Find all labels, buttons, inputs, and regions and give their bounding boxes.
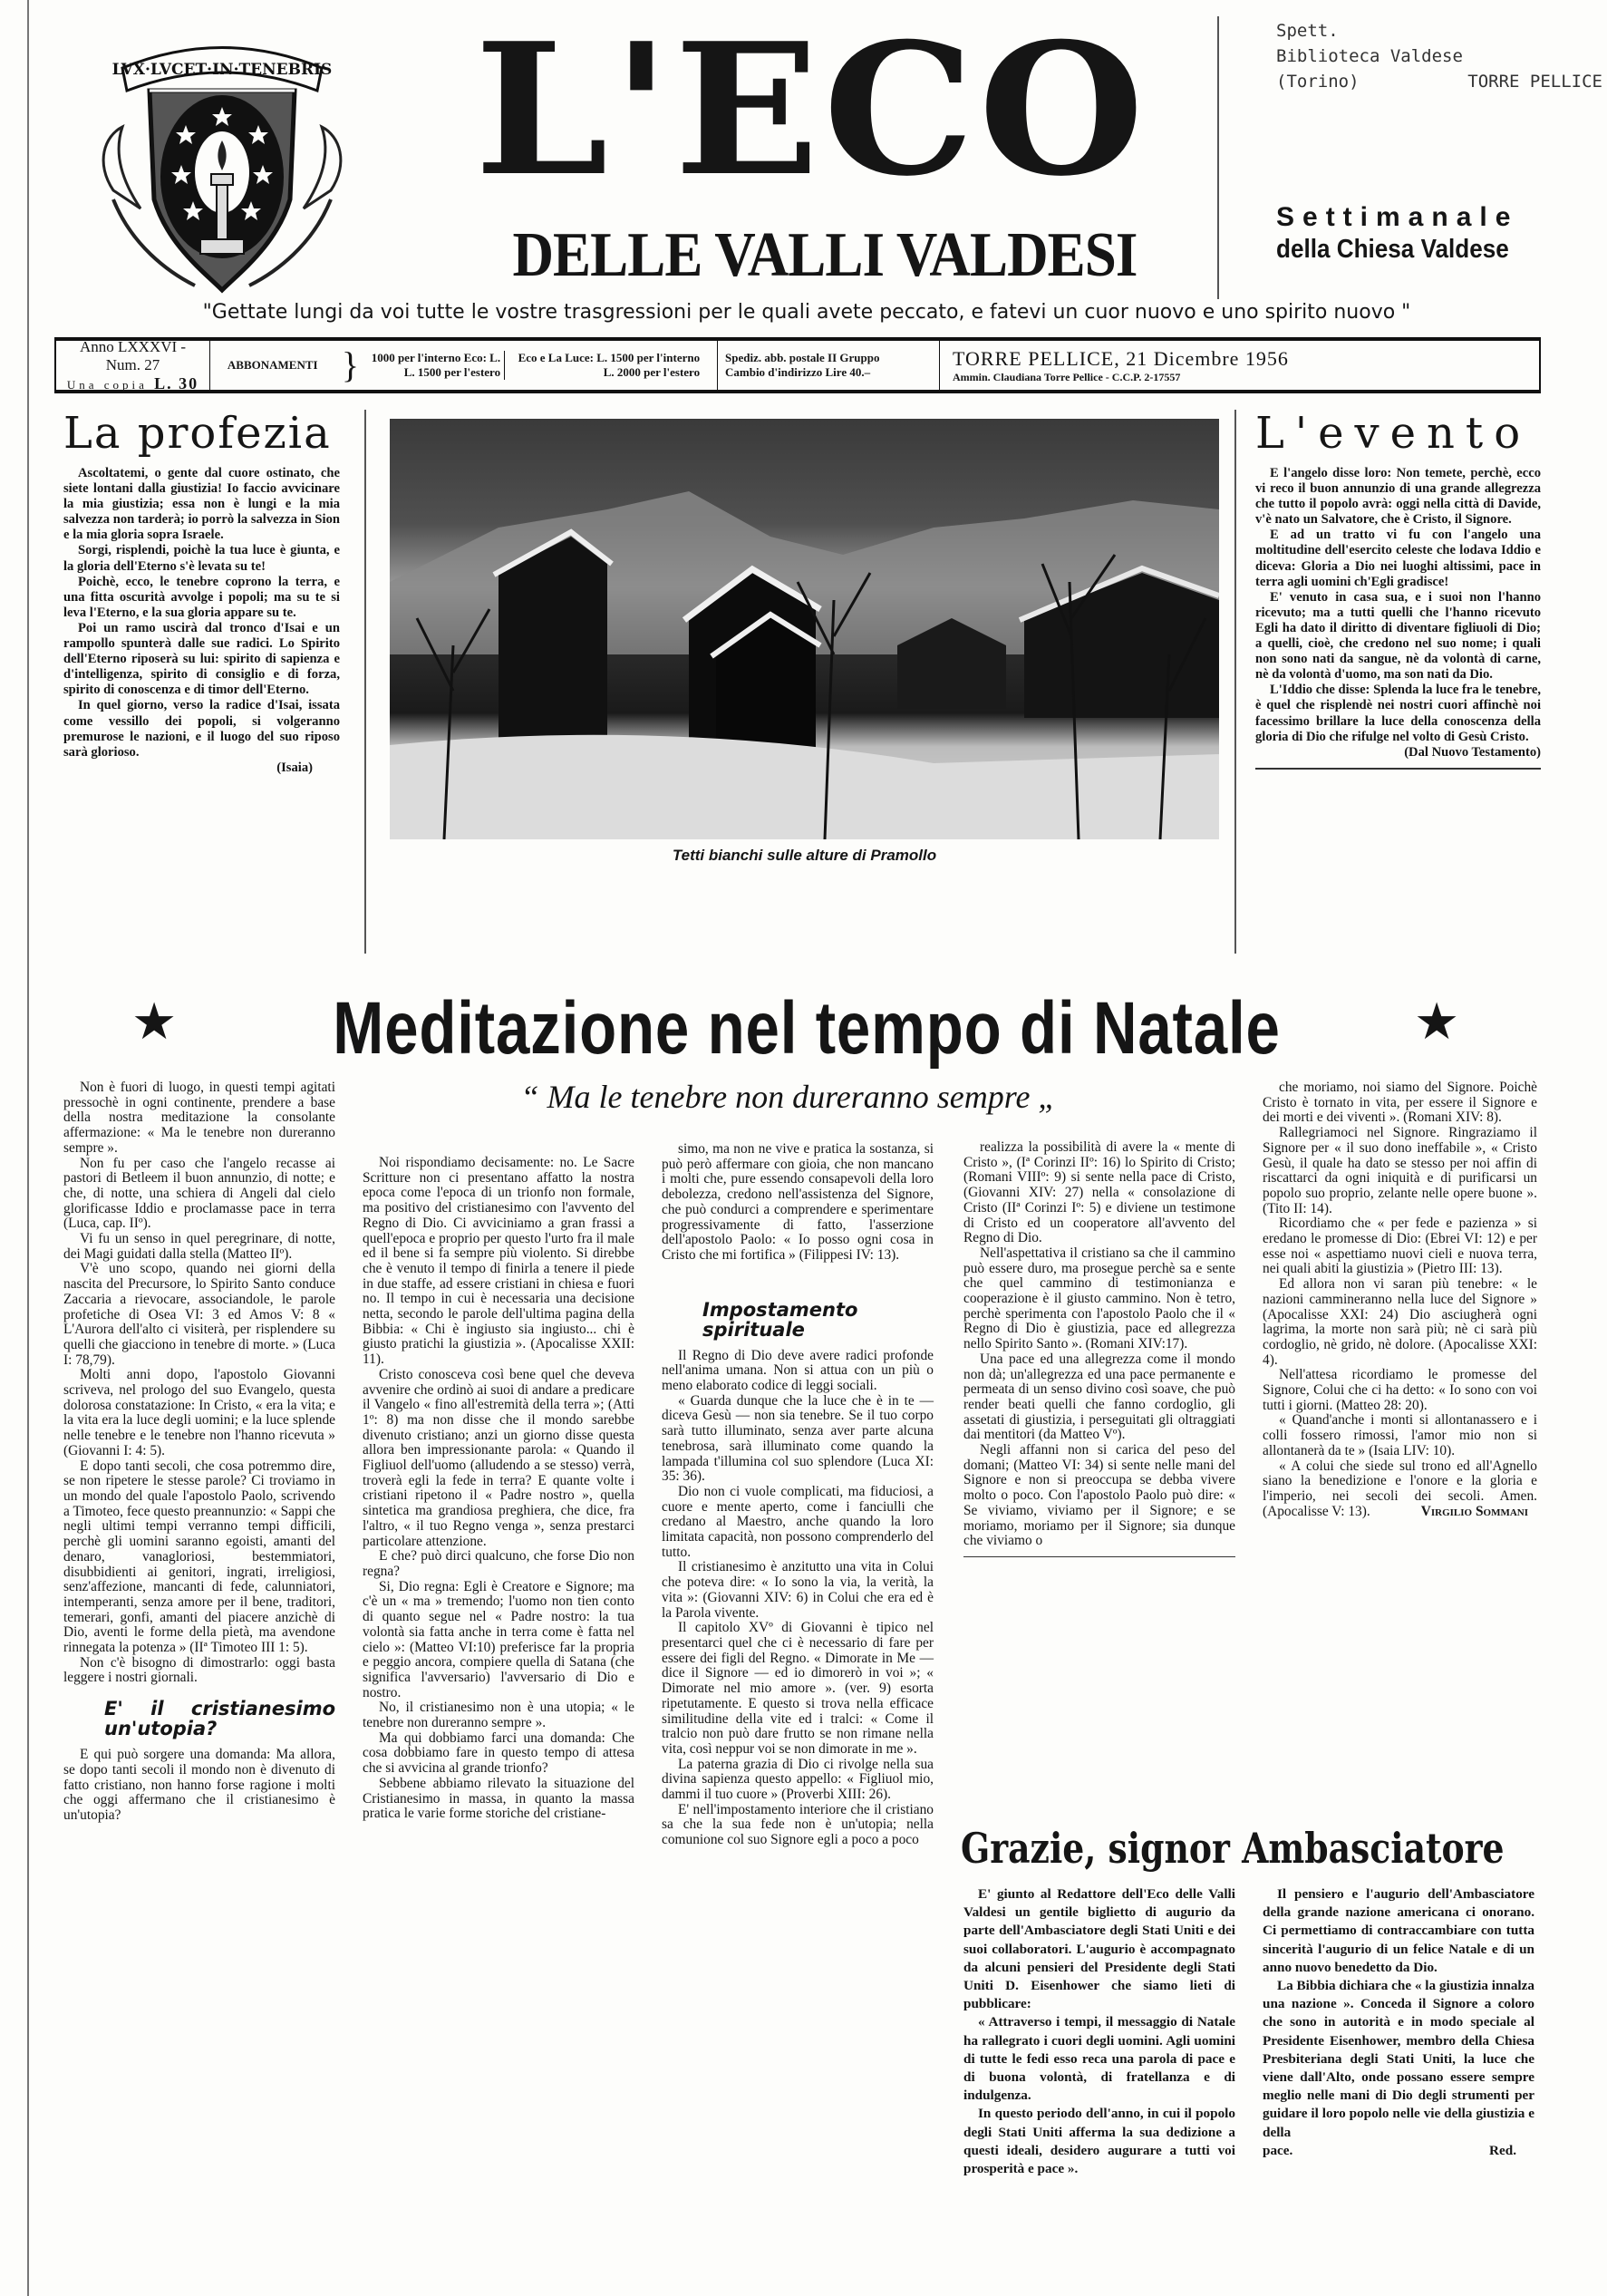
address-line-1: Spett. — [1276, 21, 1339, 41]
meditazione-column-4 — [963, 1140, 1235, 1557]
profezia-attribution: (Isaia) — [276, 760, 313, 775]
article-paragraph: che moriamo, noi siamo del Signore. Poichè Cristo è tornato in vita, per essere il Signore e dei morti e dei viventi ». (Romani XIV: 8). — [1263, 1080, 1537, 1126]
brace-icon: } — [341, 344, 360, 385]
section-rule — [1255, 768, 1541, 770]
issue-number: Anno LXXXVI - Num. 27 — [79, 337, 187, 373]
article-paragraph: Noi rispondiamo decisamente: no. Le Sacre Scritture non ci presentano affatto la nostra epoca come l'epoca di un trionfo non formale, ma positivo del cristianesimo con l'avvento del Regno di Dio. Ci avviciniamo a gran frassi a quell'epoca e proprio per questo l'urto fra il male ed il bene si fa sempre più violento. Si direbbe che è venuto il tempo di finirla a tenere il piede in due staffe, ad essere cristiani in chiesa e fuori no. Il tempo in cui è necessaria una decisione netta, secondo le parole dell'ultima pagina della Bibbia: « Chi è ingiusto sia ingiusto... chi è giusto pratichi la giustizia ». (Apocalisse XXII: 11). — [363, 1155, 634, 1368]
newspaper-title: L'ECO — [474, 4, 1148, 217]
meditazione-column-3 — [662, 1142, 934, 1848]
copy-price — [63, 374, 202, 393]
evento-paragraph: E' venuto in casa sua, e i suoi non l'hanno ricevuto; ma a tutti quelli che l'hanno ricevuto Egli ha dato il diritto di diventare figliuoli di Dio; a quelli, cioè, che credono nel suo nome; i quali non sono nati da sangue, nè da volontà di carne, nè da volontà d'uomo, ma son nati da Dio. — [1255, 589, 1541, 683]
article-paragraph: E dopo tanti secoli, che cosa potremmo dire, se non ripetere le stesse parole? Ci troviamo in un mondo del quale l'apostolo Paolo, scrivendo a Timoteo, fece questo preannunzio: « Sappi che negli ultimi tempi verranno tempi difficili, perchè gli uomini saranno egoisti, amanti del denaro, vanagloriosi, bestemmiatori, disubbidienti ai genitori, ingrati, irreligiosi, senz'affezione, mancanti di fede, calunniatori, intemperanti, senza amore per il bene, traditori, temerari, gonfi, amanti del piacere anzichè di Dio, aventi le forme della pietà, ma avendone rinnegata la potenza » (IIª Timoteo III 1: 5). — [63, 1458, 335, 1656]
evento-paragraph: E ad un tratto vi fu con l'angelo una moltitudine dell'esercito celeste che lodava Iddio e diceva: Gloria a Dio nei luoghi altissimi, pace in terra agli uomini ch'Egli gradisce! — [1255, 528, 1541, 589]
article-paragraph: No, il cristianesimo non è una utopia; « le tenebre non dureranno sempre ». — [363, 1700, 634, 1731]
profezia-title: La profezia — [63, 408, 332, 459]
meditazione-column-1 — [63, 1080, 335, 1824]
copy-price-label: Una copia — [66, 377, 148, 392]
administration: Ammin. Claudiana Torre Pellice - C.C.P. 2-17557 — [953, 370, 1181, 383]
column-divider — [364, 410, 366, 954]
article-paragraph: La Bibbia dichiara che « la giustizia innalza una nazione ». Conceda il Signore a coloro che sono in autorità e in modo speciale al Presidente Eisenhower, membro della Chiesa Presbiteriana degli Stati Uniti, la luce che viene dall'Alto, onde possano essere sempre meglio nelle mani di Dio degli strumenti per guidare il loro popolo nelle vie della giustizia e della — [1263, 1978, 1534, 2140]
eco-price-line-1: 1000 per l'interno Eco: L. — [371, 351, 501, 364]
newspaper-subtitle: DELLE VALLI VALDESI — [512, 220, 1137, 290]
meditazione-subtitle: “ Ma le tenebre non dureranno sempre „ — [520, 1079, 1057, 1115]
article-paragraph: Ed allora non vi saran più tenebre: « le nazioni cammineranno nella luce del Signore » (Apocalisse XXI: 24) Dio asciugherà ogni lagrima, la morte non sarà più; nè ci sarà più cordoglio, nè grido, nè dolore. (Apocalisse XXI: 4). — [1263, 1276, 1537, 1368]
profezia-body — [63, 466, 340, 776]
meditazione-headline: Meditazione nel tempo di Natale — [333, 987, 1281, 1070]
eco-prices — [364, 351, 505, 380]
profezia-paragraph: Sorgi, risplendi, poichè la tua luce è giunta, e la gloria dell'Eterno s'è levata su te! — [63, 543, 340, 574]
crest-motto: LVX·LVCET·IN·TENEBRIS — [111, 61, 333, 79]
grazie-column-2 — [1263, 1885, 1534, 2160]
subheading-impostamento: Impostamento spirituale — [702, 1298, 858, 1341]
photo-caption: Tetti bianchi sulle alture di Pramollo — [672, 847, 937, 864]
issue-info — [56, 337, 210, 392]
article-paragraph: La paterna grazia di Dio ci rivolge nella sua divina sapienza questo appello: « Figliuol mio, dammi il tuo cuore » (Proverbi XIII: 26). — [662, 1756, 934, 1803]
postal-info — [718, 341, 940, 390]
evento-attribution: (Dal Nuovo Testamento) — [1404, 744, 1541, 760]
article-paragraph: E' giunto al Redattore dell'Eco delle Valli Valdesi un gentile biglietto di augurio da parte dell'Ambasciatore degli Stati Uniti e dei suoi collaboratori. L'augurio è accompagnato da alcuni pensieri del Presidente degli Stati Uniti D. Eisenhower che siamo lieti di pubblicare: — [963, 1886, 1235, 2012]
article-paragraph: simo, ma non ne vive e pratica la sostanza, si può però affermare con gioia, che non mancano i molti che, pure essendo consapevoli della loro debolezza, credono nell'assistenza del Signore, che può condurci a comprendere e sperimentare progressivamente di fatto, l'asserzione dell'apostolo Paolo: « Io posso ogni cosa in Cristo che mi fortifica » (Filippesi IV: 13). — [662, 1141, 934, 1263]
masthead-motto: "Gettate lungi da voi tutte le vostre trasgressioni per le quali avete peccato, e fatevi un cuor nuovo e uno spirito nuovo " — [202, 301, 1411, 324]
photo-section — [390, 410, 1219, 917]
subscriptions-label: ABBONAMENTI — [227, 358, 318, 372]
subheading-utopia: E' il cristianesimo un'utopia? — [104, 1698, 335, 1740]
evento-paragraph: L'Iddio che disse: Splenda la luce fra le tenebre, è quel che risplendè nei nostri cuori affinchè noi facessimo brillare la luce della conoscenza della gloria di Dio che rifulge nel volto di Gesù Cristo. — [1255, 683, 1541, 744]
article-paragraph: Non è fuori di luogo, in questi tempi agitati pressochè in ogni continente, prendere a base della nostra meditazione la consolante affermazione: « Ma le tenebre non dureranno sempre ». — [63, 1080, 335, 1156]
article-paragraph: In questo periodo dell'anno, in cui il popolo degli Stati Uniti afferma la sua dedizione a questi ideali, desidero augurare a tutti voi prosperità e pace ». — [963, 2106, 1235, 2177]
address-line-3-right: TORRE PELLICE — [1467, 72, 1602, 92]
lamp-crest-icon — [86, 27, 358, 295]
address-line-3-left: (Torino) — [1276, 72, 1360, 92]
editor-signature: Red. — [1489, 2142, 1516, 2158]
eco-luce-price-line-2: L. 2000 per l'estero — [603, 365, 701, 379]
star-icon: ★ — [131, 993, 178, 1051]
article-paragraph: Una pace ed una allegrezza come il mondo non dà; un'allegrezza ed una pace permanente e permeata di un senso divino così soave, che può render beati quelli che fanno cordoglio, gli assetati di giustizia, i perseguitati gli oltraggiati dai mentitori (da Matteo Vº). — [963, 1351, 1235, 1443]
profezia-paragraph: In quel giorno, verso la radice d'Isai, issata come vessillo dei popoli, si volgeranno premurose le nazioni, e il luogo del suo riposo sarà glorioso. — [63, 698, 340, 760]
profezia-paragraph: Ascoltatemi, o gente dal cuore ostinato, che siete lontani dalla giustizia! Io faccio avvicinare la mia giustizia; essa non è lungi e la mia salvezza non tarderà; io porrò la salvezza in Sion e la mia gloria sopra Israele. — [63, 466, 340, 543]
crest-logo — [86, 27, 358, 295]
dateline-box — [940, 341, 1539, 390]
meditazione-column-2 — [363, 1156, 634, 1822]
article-paragraph: Rallegriamoci nel Signore. Ringraziamo il Signore per « il suo dono ineffabile », « Cristo Gesù, il quale ha dato se stesso per noi affin di riscattarci da ogni iniquità e di purificarsi un popolo suo proprio, zelante nelle opere buone ». (Tito II: 14). — [1263, 1125, 1537, 1216]
article-paragraph: Il Regno di Dio deve avere radici profonde nell'anima umana. Non si attua con un più o meno elaborato codice di leggi sociali. — [662, 1347, 934, 1394]
article-paragraph: « Guarda dunque che la luce che è in te — diceva Gesù — non sia tenebre. Se il tuo corpo sarà tutto illuminato, senza aver parte alcuna tenebrosa, sarà illuminato come quando la lampada t'illumina col suo splendore (Luca XI: 35: 36). — [662, 1392, 934, 1485]
article-paragraph: Il pensiero e l'augurio dell'Ambasciatore della grande nazione americana ci onorano. Ci permettiamo di contraccambiare con tutta sincerità l'augurio di un felice Natale e di un anno nuovo benedetto da Dio. — [1263, 1886, 1534, 1975]
grazie-headline: Grazie, signor Ambasciatore — [961, 1824, 1505, 1873]
weekly-line-1: Settimanale — [1276, 202, 1519, 232]
article-paragraph: E che? può dirci qualcuno, che forse Dio non regna? — [363, 1548, 634, 1579]
profezia-paragraph: Poichè, ecco, le tenebre coprono la terra, e una fitta oscurità avvolge i popoli; ma su te si leva l'Eterno, e la sua gloria appare su te. — [63, 574, 340, 620]
article-paragraph: Vi fu un senso in quel peregrinare, di notte, dei Magi guidati dalla stella (Matteo IIº). — [63, 1231, 335, 1262]
article-paragraph: V'è uno scopo, quando nei giorni della nascita del Precursore, lo Spirito Santo conduce Zaccaria a rievocare, associandole, le parole profetiche di Osea VI: 3 ed Amos V: 8 « L'Aurora dell'alto ci visiterà, per risplendere su quelli che giacciono in tenebre di morte. » (Luca I: 78,79). — [63, 1261, 335, 1368]
article-paragraph: realizza la possibilità di avere la « mente di Cristo », (Iª Corinzi IIº: 16) lo Spirito di Cristo; (Romani VIIIº: 9) si sente nella pace di Cristo, (Giovanni XIV: 27) nella « consolazione di Cristo (IIª Corinzi Iº: 5) e diviene un testimone di Cristo ed un cooperatore all'avvento del Regno di Dio. — [963, 1139, 1235, 1246]
grazie-closing — [1263, 2142, 1534, 2160]
profezia-paragraph: Poi un ramo uscirà dal tronco d'Isai e un rampollo spunterà dalle sue radici. Lo Spirito dell'Eterno riposerà su lui: spirito di sapienza e d'intelligenza, spirito di consiglio e di forza, spirito di conoscenza e di timor dell'Eterno. — [63, 620, 340, 698]
evento-title: L'evento — [1255, 408, 1532, 459]
grazie-column-1 — [963, 1885, 1235, 2178]
article-paragraph: E' nell'impostamento interiore che il cristiano sa che la sua fede non è un'utopia; nella comunione col suo Signore egli a poco a poco — [662, 1801, 934, 1848]
postal-line-1: Spediz. abb. postale II Gruppo — [725, 351, 880, 364]
article-paragraph: Ricordiamo che « per fede e pazienza » si eredano le promesse di Dio: (Ebrei VI: 12) e per esse noi « aspettiamo nuovi cieli e nuova terra, nei quali abiti la giustizia » (Pietro III: 13). — [1263, 1216, 1537, 1277]
article-paragraph: Si, Dio regna: Egli è Creatore e Signore; ma c'è un « ma » tremendo; l'uomo non tien conto di quanto segue nel « Padre nostro: la tua volontà sia fatta anche in terra come è fatta nel cielo »: (Matteo VI:10) preferisce far la propria e peggio ancora, compiere quella di Satana (che significa l'avversario) l'avversario di Dio e nostro. — [363, 1578, 634, 1700]
meditazione-column-5 — [1263, 1080, 1537, 1520]
eco-luce-prices — [505, 351, 700, 380]
article-paragraph: E qui può sorgere una domanda: Ma allora, se dopo tanti secoli il mondo non è divenuto di fatto cristiano, non hanno forse ragione i molti che oggi affermano che il cristianesimo è un'utopia? — [63, 1747, 335, 1823]
evento-body — [1255, 466, 1541, 760]
weekly-label — [1276, 201, 1602, 265]
article-paragraph: Cristo conosceva così bene quel che deveva avvenire che ordinò ai suoi di andare a predicare il Vangelo « fino all'estremità della terra »; (Atti 1º: 8) ma non disse che il mondo sarebbe divenuto cristiano; anzi un giorno disse questa allora ben impressionante parola: « Quando il Figliuol dell'uomo (alludendo a se stesso) verrà, troverà egli la fede in terra? E quante volte i cristiani ripetono il « Padre nostro », quella sintetica ma grandiosa preghiera, che dice, fra l'altro, « il tuo Regno venga », senza prestarci particolare attenzione. — [363, 1366, 634, 1549]
star-icon: ★ — [1414, 993, 1460, 1051]
article-paragraph: Nell'aspettativa il cristiano sa che il cammino può essere duro, ma prosegue perchè sa e sente che quel cammino di testimonianza e cooperazione è il giusto cammino. Non è tetro, perchè sperimenta con l'apostolo Paolo che il « Regno di Dio è giustizia, pace ed allegrezza nello Spirito Santo ». (Romani XIV:17). — [963, 1245, 1235, 1352]
article-paragraph: Nell'attesa ricordiamo le promesse del Signore, Colui che ci ha detto: « Io sono con voi tutti i giorni. (Matteo 28: 20). — [1263, 1367, 1537, 1413]
page-margin-rule — [27, 0, 29, 2296]
column-divider — [1234, 410, 1236, 954]
section-rule — [963, 1556, 1235, 1557]
article-paragraph: Il cristianesimo è anzitutto una vita in Colui che poteva dire: « Io sono la via, la verità, la vita »: (Giovanni XIV: 6) in Colui che era ed è la Parola vivente. — [662, 1559, 934, 1621]
article-paragraph: Molti anni dopo, l'apostolo Giovanni scriveva, nel prologo del suo Evangelo, questa dolorosa constatazione: In Cristo, « era la vita; e la vita era la luce degli uomini; e la luce splende nelle tenebre e le tenebre non l'hanno ricevuta » (Giovanni I: 4: 5). — [63, 1367, 335, 1458]
eco-price-line-2: L. 1500 per l'estero — [403, 365, 501, 379]
masthead-divider — [1217, 16, 1219, 299]
evento-paragraph: E l'angelo disse loro: Non temete, perchè, ecco vi reco il buon annunzio di una grande allegrezza che tutto il popolo avrà: oggi nella città di Davide, v'è nato un Salvatore, che è Cristo, il Signore. — [1255, 466, 1541, 528]
author-signature: Virgilio Sommani — [1420, 1504, 1528, 1520]
dateline: TORRE PELLICE, 21 Dicembre 1956 — [953, 346, 1289, 370]
article-paragraph: Non c'è bisogno di dimostrarlo: oggi basta leggere i nostri giornali. — [63, 1654, 335, 1686]
article-paragraph: Dio non ci vuole complicati, ma fiduciosi, a cuore e mente aperto, come i fanciulli che credano al Maestro, anche quando la loro limitata capacità, non possono comprenderlo del tutto. — [662, 1483, 934, 1560]
address-label — [1276, 18, 1602, 94]
snowy-roofs-image-icon — [390, 419, 1219, 839]
profezia-section — [63, 408, 340, 776]
evento-section — [1255, 408, 1541, 770]
article-paragraph: « A colui che siede sul trono ed all'Agnello siano la benedizione e l'onore e la gloria e l'imperio, nei secoli dei secoli. Amen. (Apocalisse V: 13). — [1263, 1458, 1537, 1519]
article-paragraph: « Attraverso i tempi, il messaggio di Natale ha rallegrato i cuori degli uomini. Agli uomini di tutte le fedi esso reca una parola di pace e di buona volontà, di fratellanza e di indulgenza. — [963, 2014, 1235, 2104]
info-bar — [54, 337, 1541, 393]
address-line-2: Biblioteca Valdese — [1276, 46, 1463, 66]
article-paragraph: Ma qui dobbiamo farci una domanda: Che cosa dobbiamo fare in questo tempo di attesa che si avvicina al grande trionfo? — [363, 1729, 634, 1777]
article-paragraph: Negli affanni non si carica del peso del domani; (Matteo VI: 34) si sente nelle mani del Signore e non si preoccupa se debba vivere molto o poco. Con l'apostolo Paolo può dire: « Se viviamo, viviamo per il Signore; e se moriamo, moriamo per il Signore; sia dunque che viviamo o — [963, 1442, 1235, 1549]
subscriptions — [210, 341, 718, 390]
copy-price-value: L. 30 — [154, 373, 199, 392]
closing-word: pace. — [1263, 2142, 1293, 2158]
winter-village-photo — [390, 419, 1219, 839]
article-paragraph: Il capitolo XVº di Giovanni è tipico nel presentarci quel che ci è necessario di fare per essere dei figli del Regno. « Dimorate in Me — dice il Signore — ed io dimorerò in voi »; « Dimorate nel mio amore ». (ver. 9) esorta ripetutamente. E questo si trova nella efficace similitudine della vite ed i tralci: « Come il tralcio non può dare frutto se non rimane nella vita, così neppur voi se non dimorate in me ». — [662, 1620, 934, 1757]
article-paragraph: « Quand'anche i monti si allontanassero e i colli fossero rimossi, l'amor mio non si allontanerà da te » (Isaia LIV: 10). — [1263, 1412, 1537, 1458]
article-paragraph: Non fu per caso che l'angelo recasse ai pastori di Betleem il buon annunzio, di notte; e che, di notte, una schiera di Angeli dal cielo glorificasse Iddio e proclamasse pace in terra (Luca, cap. IIº). — [63, 1155, 335, 1232]
weekly-line-2: della Chiesa Valdese — [1276, 235, 1509, 264]
postal-line-2: Cambio d'indirizzo Lire 40.– — [725, 365, 871, 379]
eco-luce-price-line-1: Eco e La Luce: L. 1500 per l'interno — [518, 351, 701, 364]
article-paragraph: Sebbene abbiamo rilevato la situazione del Cristianesimo in massa, in quanto la massa pratica le varie forme storiche del cristiane- — [363, 1775, 634, 1822]
